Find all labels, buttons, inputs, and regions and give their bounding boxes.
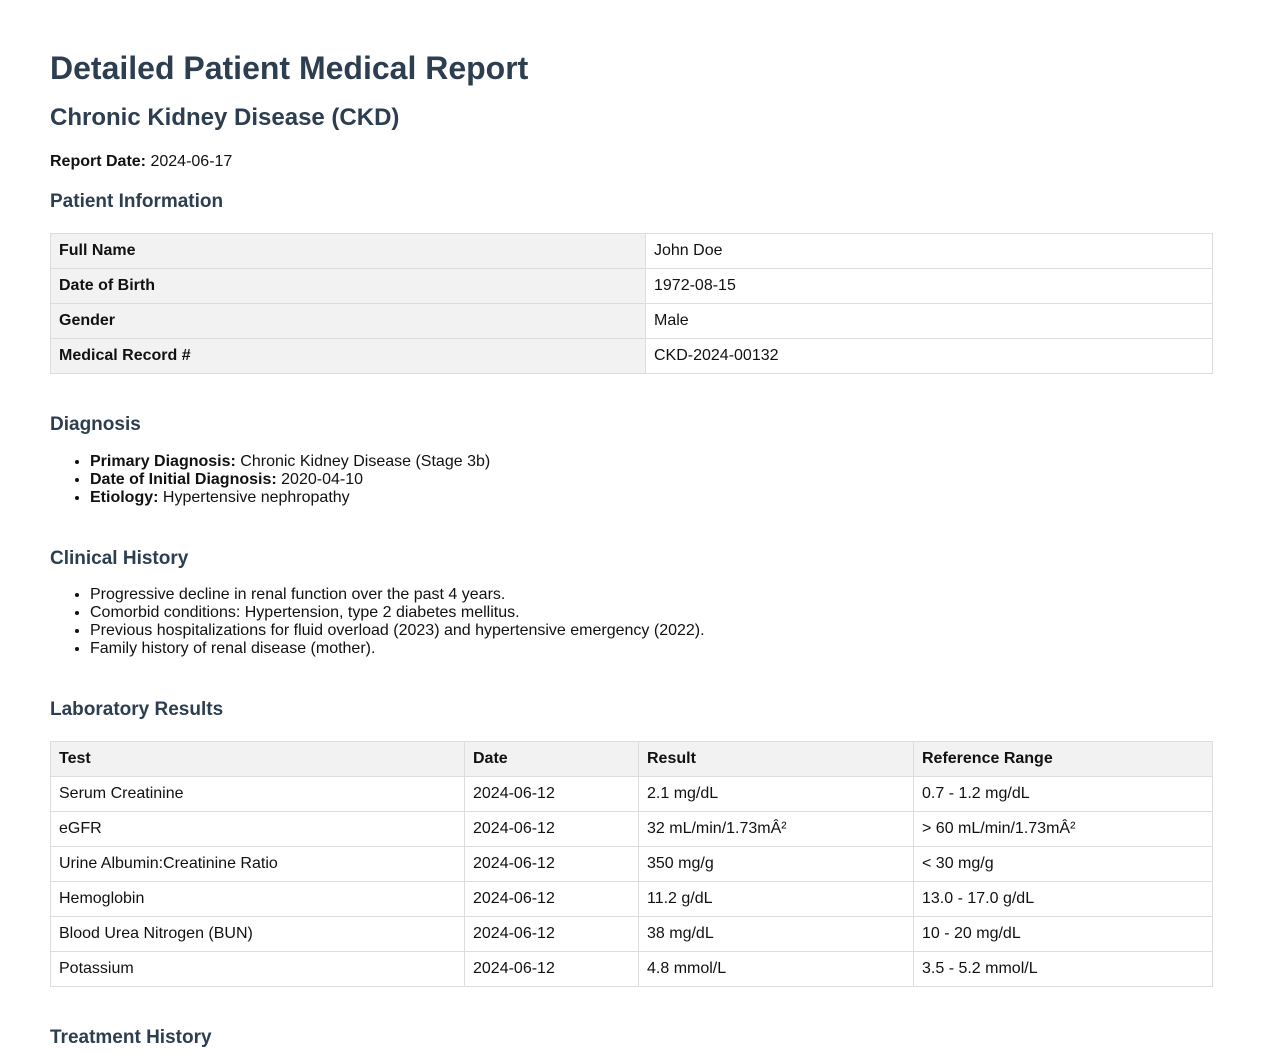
clinical-history-heading: Clinical History: [50, 548, 189, 569]
lab-results-table: [50, 741, 1213, 987]
test-name-cell: Potassium: [51, 952, 465, 987]
test-name-cell: Blood Urea Nitrogen (BUN): [51, 917, 465, 952]
test-date-cell: 2024-06-12: [465, 917, 639, 952]
list-item: • Family history of renal disease (mother).: [90, 640, 1213, 658]
table-row: [51, 882, 1213, 917]
test-result-cell: 2.1 mg/dL: [639, 777, 914, 812]
patient-info-heading: Patient Information: [50, 191, 224, 212]
test-result-cell: 4.8 mmol/L: [639, 952, 914, 987]
treatment-history-heading: Treatment History: [50, 1027, 212, 1048]
test-date-cell: 2024-06-12: [465, 777, 639, 812]
list-item: • Progressive decline in renal function over the past 4 years.: [90, 586, 1213, 604]
column-header-date: Date: [465, 742, 639, 777]
mrn-value: CKD-2024-00132: [646, 339, 1213, 374]
test-date-cell: 2024-06-12: [465, 812, 639, 847]
table-row: [51, 304, 1213, 339]
table-row: [51, 777, 1213, 812]
list-item: • Previous hospitalizations for fluid overload (2023) and hypertensive emergency (2022).: [90, 622, 1213, 640]
patient-info-table: [50, 233, 1213, 374]
table-row: [51, 269, 1213, 304]
test-name-cell: Urine Albumin:Creatinine Ratio: [51, 847, 465, 882]
page-title: Detailed Patient Medical Report: [50, 50, 529, 86]
test-reference-cell: 0.7 - 1.2 mg/dL: [914, 777, 1213, 812]
mrn-label: Medical Record #: [51, 339, 646, 374]
list-item: [90, 489, 1213, 507]
lab-results-heading: Laboratory Results: [50, 699, 224, 720]
table-row: [51, 952, 1213, 987]
etiology-value: Hypertensive nephropathy: [162, 489, 350, 506]
table-row: [51, 917, 1213, 952]
table-row: [51, 339, 1213, 374]
initial-diagnosis-date-label: Date of Initial Diagnosis:: [90, 471, 277, 488]
test-name-cell: Serum Creatinine: [51, 777, 465, 812]
table-header-row: [51, 742, 1213, 777]
primary-diagnosis-value: Chronic Kidney Disease (Stage 3b): [240, 453, 491, 470]
diagnosis-list: [50, 453, 1213, 507]
list-item: [90, 453, 1213, 471]
test-result-cell: 11.2 g/dL: [639, 882, 914, 917]
gender-value: Male: [646, 304, 1213, 339]
etiology-label: Etiology:: [90, 489, 159, 506]
full-name-label: Full Name: [51, 234, 646, 269]
test-reference-cell: 13.0 - 17.0 g/dL: [914, 882, 1213, 917]
dob-label: Date of Birth: [51, 269, 646, 304]
page-subtitle: Chronic Kidney Disease (CKD): [50, 104, 400, 131]
diagnosis-heading: Diagnosis: [50, 414, 141, 435]
report-date: [50, 152, 1213, 172]
test-date-cell: 2024-06-12: [465, 882, 639, 917]
table-row: [51, 847, 1213, 882]
column-header-result: Result: [639, 742, 914, 777]
table-row: [51, 234, 1213, 269]
test-reference-cell: 10 - 20 mg/dL: [914, 917, 1213, 952]
full-name-value: John Doe: [646, 234, 1213, 269]
test-date-cell: 2024-06-12: [465, 952, 639, 987]
list-item: [90, 471, 1213, 489]
test-reference-cell: < 30 mg/g: [914, 847, 1213, 882]
primary-diagnosis-label: Primary Diagnosis:: [90, 453, 236, 470]
test-name-cell: Hemoglobin: [51, 882, 465, 917]
report-date-label: Report Date:: [50, 153, 147, 170]
column-header-test: Test: [51, 742, 465, 777]
dob-value: 1972-08-15: [646, 269, 1213, 304]
initial-diagnosis-date-value: 2020-04-10: [281, 471, 363, 488]
test-name-cell: eGFR: [51, 812, 465, 847]
test-reference-cell: 3.5 - 5.2 mmol/L: [914, 952, 1213, 987]
column-header-reference-range: Reference Range: [914, 742, 1213, 777]
test-result-cell: 38 mg/dL: [639, 917, 914, 952]
report-date-value: 2024-06-17: [150, 153, 233, 170]
test-date-cell: 2024-06-12: [465, 847, 639, 882]
test-result-cell: 350 mg/g: [639, 847, 914, 882]
table-row: [51, 812, 1213, 847]
list-item: • Comorbid conditions: Hypertension, type 2 diabetes mellitus.: [90, 604, 1213, 622]
clinical-history-list: [50, 586, 1213, 658]
gender-label: Gender: [51, 304, 646, 339]
test-reference-cell: > 60 mL/min/1.73mÂ²: [914, 812, 1213, 847]
test-result-cell: 32 mL/min/1.73mÂ²: [639, 812, 914, 847]
